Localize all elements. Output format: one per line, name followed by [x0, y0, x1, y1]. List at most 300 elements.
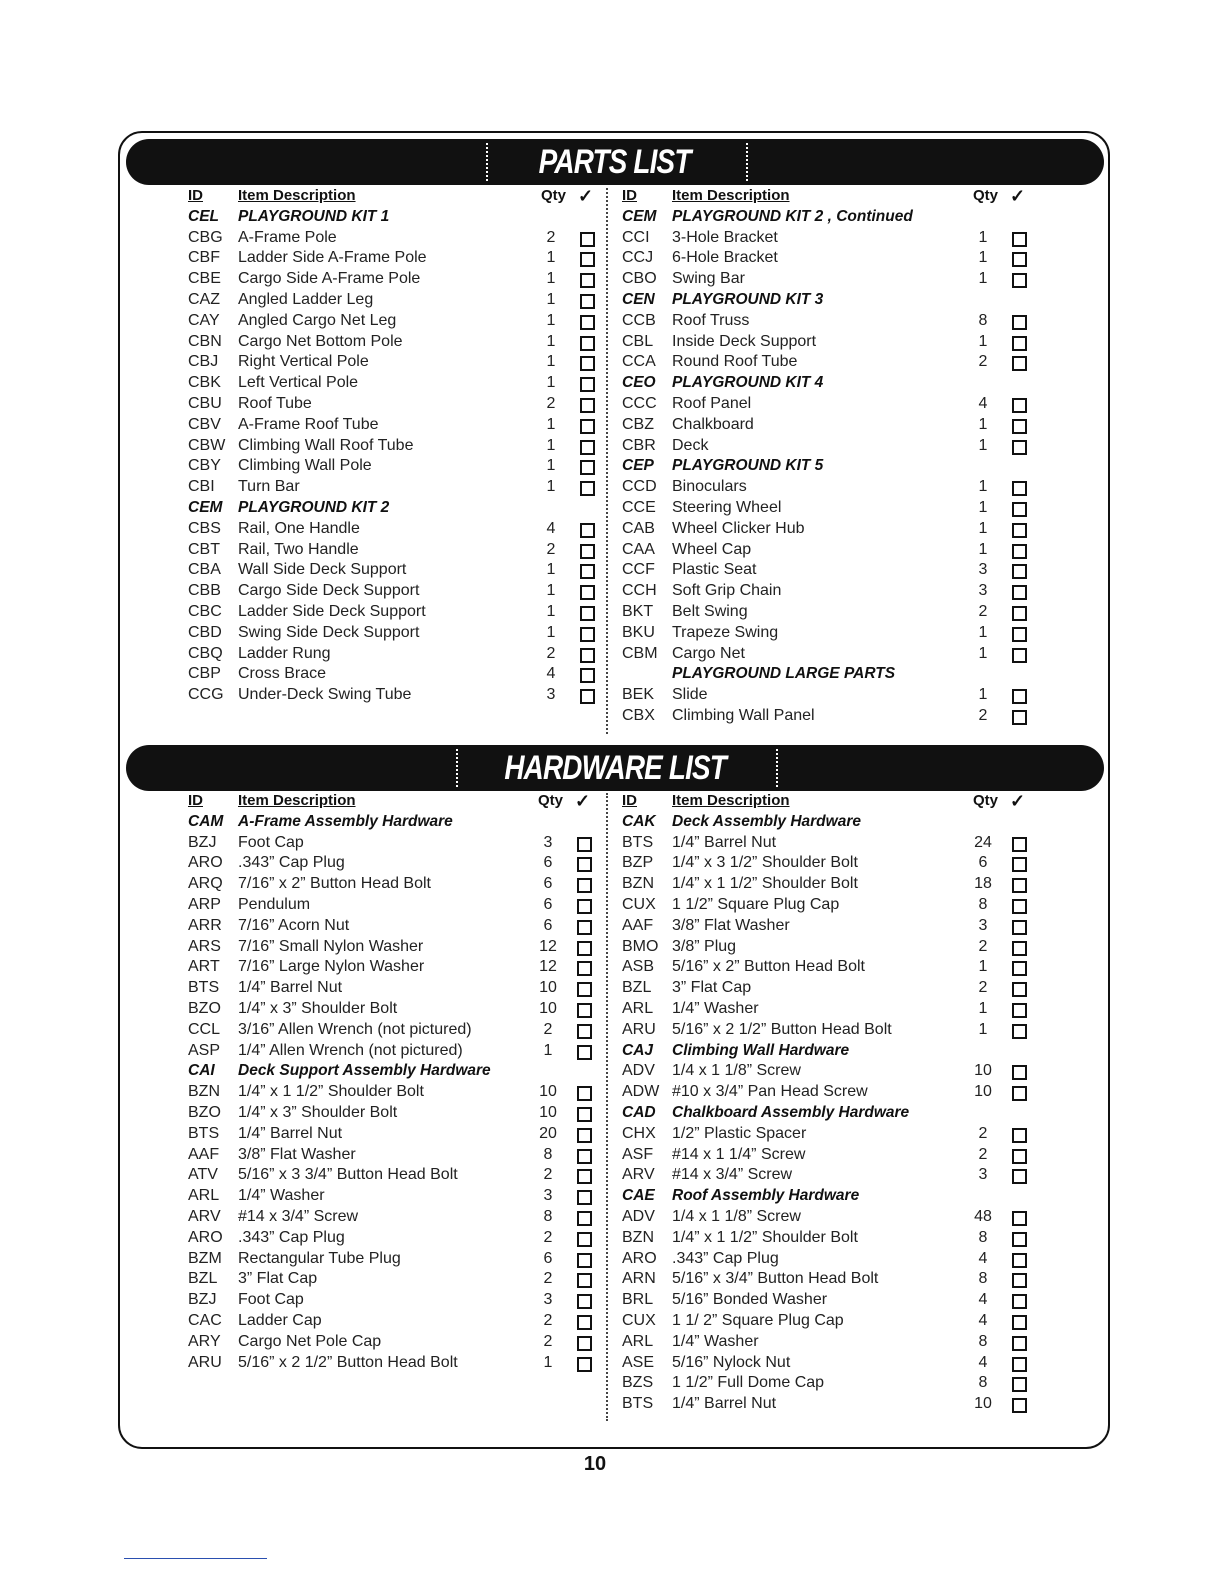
- item-qty: 1: [546, 332, 556, 350]
- item-checkbox[interactable]: [1012, 1294, 1027, 1309]
- item-qty: 6: [543, 916, 553, 934]
- item-description: 1/2” Plastic Spacer: [672, 1124, 807, 1142]
- item-checkbox[interactable]: [1012, 689, 1027, 704]
- item-checkbox[interactable]: [577, 1086, 592, 1101]
- item-checkbox[interactable]: [1012, 1169, 1027, 1184]
- item-id: CAZ: [188, 290, 220, 308]
- item-checkbox[interactable]: [1012, 982, 1027, 997]
- header-qty: Qty: [973, 792, 999, 809]
- item-qty: 48: [974, 1207, 992, 1225]
- item-id: ARO: [188, 854, 223, 872]
- item-id: CBI: [188, 478, 215, 496]
- item-qty: 12: [539, 937, 557, 955]
- item-checkbox[interactable]: [1012, 336, 1027, 351]
- item-qty: 8: [978, 1228, 988, 1246]
- item-id: CAE: [622, 1187, 655, 1205]
- item-id: ARU: [622, 1020, 656, 1038]
- list-item: [622, 1394, 1042, 1415]
- item-checkbox[interactable]: [1012, 585, 1027, 600]
- list-item: [622, 833, 1042, 854]
- item-qty: 2: [978, 1145, 988, 1163]
- list-item: [622, 706, 1042, 727]
- item-description: #14 x 3/4” Screw: [238, 1207, 359, 1225]
- item-description: 1/4” x 3” Shoulder Bolt: [238, 999, 398, 1017]
- list-item: [188, 248, 608, 269]
- list-item: [188, 1249, 608, 1270]
- item-description: Ladder Cap: [238, 1311, 322, 1329]
- list-item: [188, 999, 608, 1020]
- item-checkbox[interactable]: [580, 356, 595, 371]
- item-id: ARO: [622, 1249, 657, 1267]
- item-description: Left Vertical Pole: [238, 374, 359, 392]
- item-description: 5/16” x 3 3/4” Button Head Bolt: [238, 1166, 458, 1184]
- list-item: [188, 519, 608, 540]
- item-checkbox[interactable]: [1012, 1003, 1027, 1018]
- item-description: 5/16” Bonded Washer: [672, 1291, 828, 1309]
- list-item: [622, 1165, 1042, 1186]
- item-description: Cross Brace: [238, 665, 327, 683]
- item-checkbox[interactable]: [1012, 627, 1027, 642]
- list-item: [622, 581, 1042, 602]
- list-item: [188, 415, 608, 436]
- item-qty: 3: [978, 582, 988, 600]
- section-heading: [622, 1186, 1042, 1207]
- item-qty: 6: [543, 1249, 553, 1267]
- item-qty: 1: [546, 602, 556, 620]
- list-item: [622, 937, 1042, 958]
- item-qty: 1: [978, 623, 988, 641]
- item-checkbox[interactable]: [1012, 1398, 1027, 1413]
- header-qty: Qty: [973, 187, 999, 204]
- item-id: CBL: [622, 332, 654, 350]
- item-checkbox[interactable]: [1012, 1273, 1027, 1288]
- list-item: [188, 1290, 608, 1311]
- list-item: [188, 373, 608, 394]
- item-description: Swing Side Deck Support: [238, 623, 420, 641]
- header-check-icon: ✓: [1010, 186, 1026, 206]
- item-id: ASB: [622, 958, 655, 976]
- item-checkbox[interactable]: [1012, 398, 1027, 413]
- section-title: PLAYGROUND KIT 4: [672, 374, 824, 392]
- item-qty: 1: [546, 249, 556, 267]
- list-item: [188, 436, 608, 457]
- item-qty: 2: [546, 540, 556, 558]
- section-heading: [188, 498, 608, 519]
- item-qty: 6: [543, 854, 553, 872]
- item-id: BMO: [622, 937, 659, 955]
- item-checkbox[interactable]: [577, 899, 592, 914]
- item-id: ARS: [188, 937, 221, 955]
- item-checkbox[interactable]: [1012, 252, 1027, 267]
- item-checkbox[interactable]: [580, 419, 595, 434]
- item-checkbox[interactable]: [1012, 564, 1027, 579]
- item-checkbox[interactable]: [577, 1045, 592, 1060]
- list-item: [188, 916, 608, 937]
- item-id: BZO: [188, 999, 221, 1017]
- item-qty: 1: [543, 1353, 553, 1371]
- list-item: [188, 664, 608, 685]
- list-item: [188, 644, 608, 665]
- list-item: [622, 560, 1042, 581]
- list-item: [622, 415, 1042, 436]
- item-description: 1/4” x 3 1/2” Shoulder Bolt: [672, 854, 858, 872]
- item-checkbox[interactable]: [577, 1190, 592, 1205]
- column-header: [622, 186, 1042, 207]
- column-divider: [606, 793, 608, 1421]
- item-checkbox[interactable]: [577, 1253, 592, 1268]
- item-description: 1 1/ 2” Square Plug Cap: [672, 1311, 844, 1329]
- list-item: [622, 999, 1042, 1020]
- item-checkbox[interactable]: [580, 315, 595, 330]
- list-item: [622, 685, 1042, 706]
- item-checkbox[interactable]: [577, 982, 592, 997]
- item-id: BZS: [622, 1374, 654, 1392]
- section-heading: [622, 664, 1042, 685]
- item-checkbox[interactable]: [577, 1232, 592, 1247]
- item-id: CBG: [188, 228, 223, 246]
- item-id: ADV: [622, 1062, 655, 1080]
- item-checkbox[interactable]: [1012, 273, 1027, 288]
- item-description: Pendulum: [238, 895, 311, 913]
- item-qty: 1: [546, 436, 556, 454]
- item-id: BRL: [622, 1291, 654, 1309]
- item-checkbox[interactable]: [577, 941, 592, 956]
- item-checkbox[interactable]: [1012, 356, 1027, 371]
- list-item: [188, 978, 608, 999]
- item-checkbox[interactable]: [577, 1336, 592, 1351]
- list-item: [188, 560, 608, 581]
- item-id: ARQ: [188, 875, 223, 893]
- item-qty: 1: [546, 582, 556, 600]
- item-description: Slide: [672, 686, 708, 704]
- header-item-description: Item Description: [672, 792, 790, 809]
- section-title: Chalkboard Assembly Hardware: [672, 1103, 910, 1121]
- list-item: [188, 685, 608, 706]
- item-description: 3-Hole Bracket: [672, 228, 778, 246]
- list-item: [188, 937, 608, 958]
- item-id: CAA: [622, 540, 655, 558]
- column-header: [188, 186, 608, 207]
- item-qty: 1: [546, 623, 556, 641]
- item-checkbox[interactable]: [580, 440, 595, 455]
- item-qty: 1: [978, 519, 988, 537]
- item-checkbox[interactable]: [1012, 920, 1027, 935]
- item-qty: 2: [978, 979, 988, 997]
- item-description: 1/4 x 1 1/8” Screw: [672, 1062, 801, 1080]
- list-item: [622, 311, 1042, 332]
- item-id: CBK: [188, 374, 221, 392]
- item-checkbox[interactable]: [1012, 440, 1027, 455]
- item-checkbox[interactable]: [577, 1211, 592, 1226]
- item-checkbox[interactable]: [577, 1003, 592, 1018]
- item-id: CBB: [188, 582, 221, 600]
- item-qty: 3: [978, 1166, 988, 1184]
- item-description: Roof Tube: [238, 394, 312, 412]
- item-checkbox[interactable]: [577, 837, 592, 852]
- item-checkbox[interactable]: [580, 252, 595, 267]
- item-id: CUX: [622, 895, 656, 913]
- item-description: 3” Flat Cap: [672, 979, 752, 997]
- item-checkbox[interactable]: [580, 481, 595, 496]
- list-item: [188, 1269, 608, 1290]
- list-item: [188, 957, 608, 978]
- item-id: CCH: [622, 582, 657, 600]
- item-id: CCJ: [622, 249, 654, 267]
- item-qty: 24: [974, 833, 992, 851]
- item-checkbox[interactable]: [1012, 1315, 1027, 1330]
- item-checkbox[interactable]: [1012, 1377, 1027, 1392]
- item-qty: 1: [978, 999, 988, 1017]
- item-qty: 1: [978, 958, 988, 976]
- item-checkbox[interactable]: [580, 585, 595, 600]
- item-checkbox[interactable]: [1012, 1149, 1027, 1164]
- item-checkbox[interactable]: [1012, 315, 1027, 330]
- item-id: CEM: [622, 207, 657, 225]
- list-item: [622, 228, 1042, 249]
- item-checkbox[interactable]: [1012, 1128, 1027, 1143]
- item-checkbox[interactable]: [1012, 1211, 1027, 1226]
- list-item: [188, 1082, 608, 1103]
- item-description: 1/4” x 3” Shoulder Bolt: [238, 1103, 398, 1121]
- section-heading: [188, 812, 608, 833]
- item-description: A-Frame Roof Tube: [238, 415, 379, 433]
- header-item-description: Item Description: [238, 792, 356, 809]
- item-checkbox[interactable]: [580, 377, 595, 392]
- list-item: [622, 1124, 1042, 1145]
- list-item: [188, 1311, 608, 1332]
- item-qty: 8: [978, 311, 988, 329]
- item-qty: 4: [978, 394, 988, 412]
- item-id: CCE: [622, 498, 656, 516]
- item-qty: 6: [543, 895, 553, 913]
- list-item: [188, 269, 608, 290]
- item-checkbox[interactable]: [577, 1107, 592, 1122]
- item-id: CAY: [188, 311, 220, 329]
- item-id: CBT: [188, 540, 220, 558]
- item-qty: 1: [978, 415, 988, 433]
- item-id: BZP: [622, 854, 654, 872]
- list-item: [188, 394, 608, 415]
- item-id: ARL: [622, 999, 654, 1017]
- item-description: 1/4” x 1 1/2” Shoulder Bolt: [672, 1228, 858, 1246]
- banner-divider: [456, 749, 458, 787]
- section-heading: [622, 290, 1042, 311]
- list-item: [622, 436, 1042, 457]
- item-checkbox[interactable]: [580, 606, 595, 621]
- list-item: [622, 978, 1042, 999]
- list-item: [622, 394, 1042, 415]
- item-description: 1/4” Barrel Nut: [672, 833, 777, 851]
- item-description: 3” Flat Cap: [238, 1270, 318, 1288]
- item-id: CCL: [188, 1020, 221, 1038]
- item-id: ARV: [622, 1166, 655, 1184]
- item-id: BTS: [622, 833, 654, 851]
- item-checkbox[interactable]: [577, 1315, 592, 1330]
- list-item: [188, 1103, 608, 1124]
- section-title: A-Frame Assembly Hardware: [238, 812, 453, 830]
- item-id: ARV: [188, 1207, 221, 1225]
- item-checkbox[interactable]: [577, 1169, 592, 1184]
- item-checkbox[interactable]: [1012, 837, 1027, 852]
- item-id: ART: [188, 958, 220, 976]
- item-checkbox[interactable]: [1012, 1086, 1027, 1101]
- item-description: 5/16” x 3/4” Button Head Bolt: [672, 1270, 879, 1288]
- list-item: [622, 269, 1042, 290]
- item-checkbox[interactable]: [580, 398, 595, 413]
- section-heading: [622, 1103, 1042, 1124]
- item-id: AAF: [188, 1145, 220, 1163]
- hardware-left-column: [188, 791, 608, 1373]
- item-id: CEL: [188, 207, 219, 225]
- item-checkbox[interactable]: [1012, 857, 1027, 872]
- item-checkbox[interactable]: [1012, 1232, 1027, 1247]
- item-checkbox[interactable]: [580, 294, 595, 309]
- item-qty: 8: [978, 895, 988, 913]
- item-qty: 10: [974, 1062, 992, 1080]
- item-id: CBC: [188, 602, 222, 620]
- item-qty: 1: [978, 228, 988, 246]
- list-item: [622, 1373, 1042, 1394]
- item-qty: 6: [978, 854, 988, 872]
- item-id: CEM: [188, 498, 223, 516]
- section-heading: [622, 456, 1042, 477]
- item-checkbox[interactable]: [577, 1149, 592, 1164]
- item-description: Binoculars: [672, 478, 747, 496]
- item-checkbox[interactable]: [1012, 899, 1027, 914]
- item-description: 1/4” Allen Wrench (not pictured): [238, 1041, 463, 1059]
- item-checkbox[interactable]: [1012, 961, 1027, 976]
- item-checkbox[interactable]: [1012, 1357, 1027, 1372]
- item-checkbox[interactable]: [1012, 232, 1027, 247]
- item-qty: 1: [546, 415, 556, 433]
- item-checkbox[interactable]: [1012, 1336, 1027, 1351]
- item-qty: 10: [539, 1083, 557, 1101]
- item-description: 1 1/2” Square Plug Cap: [672, 895, 840, 913]
- item-checkbox[interactable]: [577, 961, 592, 976]
- header-id: ID: [188, 187, 203, 204]
- item-qty: 2: [546, 394, 556, 412]
- item-checkbox[interactable]: [580, 689, 595, 704]
- item-id: CEP: [622, 457, 654, 475]
- item-checkbox[interactable]: [580, 648, 595, 663]
- item-checkbox[interactable]: [1012, 481, 1027, 496]
- item-description: Deck: [672, 436, 709, 454]
- item-checkbox[interactable]: [1012, 1024, 1027, 1039]
- item-checkbox[interactable]: [580, 523, 595, 538]
- item-description: 3/8” Flat Washer: [238, 1145, 356, 1163]
- column-divider: [606, 188, 608, 734]
- item-checkbox[interactable]: [1012, 648, 1027, 663]
- item-description: Cargo Net: [672, 644, 745, 662]
- list-item: [622, 540, 1042, 561]
- item-checkbox[interactable]: [1012, 1253, 1027, 1268]
- item-qty: 1: [546, 290, 556, 308]
- item-id: BZJ: [188, 833, 217, 851]
- item-description: Plastic Seat: [672, 561, 757, 579]
- item-checkbox[interactable]: [580, 232, 595, 247]
- list-item: [188, 332, 608, 353]
- item-checkbox[interactable]: [1012, 1065, 1027, 1080]
- hardware-list-banner: [126, 745, 1104, 791]
- item-checkbox[interactable]: [580, 460, 595, 475]
- item-checkbox[interactable]: [1012, 419, 1027, 434]
- section-heading: [622, 1041, 1042, 1062]
- item-checkbox[interactable]: [577, 1128, 592, 1143]
- item-id: CAM: [188, 812, 224, 830]
- section-heading: [622, 812, 1042, 833]
- item-id: CHX: [622, 1124, 656, 1142]
- item-checkbox[interactable]: [580, 544, 595, 559]
- item-checkbox[interactable]: [580, 336, 595, 351]
- item-checkbox[interactable]: [1012, 941, 1027, 956]
- item-checkbox[interactable]: [580, 564, 595, 579]
- item-description: 1/4” Washer: [672, 999, 759, 1017]
- item-id: BZO: [188, 1103, 221, 1121]
- item-qty: 3: [543, 833, 553, 851]
- item-checkbox[interactable]: [577, 920, 592, 935]
- column-header: [188, 791, 608, 812]
- section-title: Deck Support Assembly Hardware: [238, 1062, 491, 1080]
- item-qty: 1: [978, 436, 988, 454]
- item-checkbox[interactable]: [1012, 502, 1027, 517]
- item-checkbox[interactable]: [1012, 544, 1027, 559]
- item-qty: 8: [543, 1145, 553, 1163]
- list-item: [188, 1228, 608, 1249]
- item-qty: 4: [546, 519, 556, 537]
- item-id: ASP: [188, 1041, 221, 1059]
- item-description: Wall Side Deck Support: [238, 561, 407, 579]
- item-checkbox[interactable]: [1012, 878, 1027, 893]
- item-description: Cargo Side Deck Support: [238, 582, 420, 600]
- item-checkbox[interactable]: [577, 1294, 592, 1309]
- list-item: [188, 1020, 608, 1041]
- item-checkbox[interactable]: [1012, 606, 1027, 621]
- item-id: BZJ: [188, 1291, 217, 1309]
- list-item: [622, 1332, 1042, 1353]
- item-id: BZN: [622, 875, 654, 893]
- item-qty: 10: [539, 999, 557, 1017]
- item-checkbox[interactable]: [580, 273, 595, 288]
- item-qty: 3: [543, 1291, 553, 1309]
- item-description: 7/16” Large Nylon Washer: [238, 958, 425, 976]
- item-checkbox[interactable]: [577, 1024, 592, 1039]
- item-checkbox[interactable]: [580, 627, 595, 642]
- item-checkbox[interactable]: [577, 857, 592, 872]
- item-checkbox[interactable]: [580, 668, 595, 683]
- item-id: ATV: [188, 1166, 218, 1184]
- item-description: 1/4” Washer: [672, 1332, 759, 1350]
- item-checkbox[interactable]: [1012, 710, 1027, 725]
- section-heading: [188, 1061, 608, 1082]
- item-qty: 8: [978, 1332, 988, 1350]
- item-description: Rectangular Tube Plug: [238, 1249, 401, 1267]
- item-id: CCG: [188, 686, 224, 704]
- item-checkbox[interactable]: [577, 1357, 592, 1372]
- hardware-list-title: HARDWARE LIST: [504, 749, 726, 787]
- item-id: CBO: [622, 270, 657, 288]
- item-qty: 1: [543, 1041, 553, 1059]
- item-qty: 3: [978, 916, 988, 934]
- item-qty: 18: [974, 875, 992, 893]
- item-checkbox[interactable]: [577, 1273, 592, 1288]
- item-qty: 4: [978, 1353, 988, 1371]
- item-id: ARL: [622, 1332, 654, 1350]
- item-checkbox[interactable]: [1012, 523, 1027, 538]
- header-item-description: Item Description: [672, 187, 790, 204]
- item-id: CBZ: [622, 415, 654, 433]
- list-item: [188, 1145, 608, 1166]
- item-checkbox[interactable]: [577, 878, 592, 893]
